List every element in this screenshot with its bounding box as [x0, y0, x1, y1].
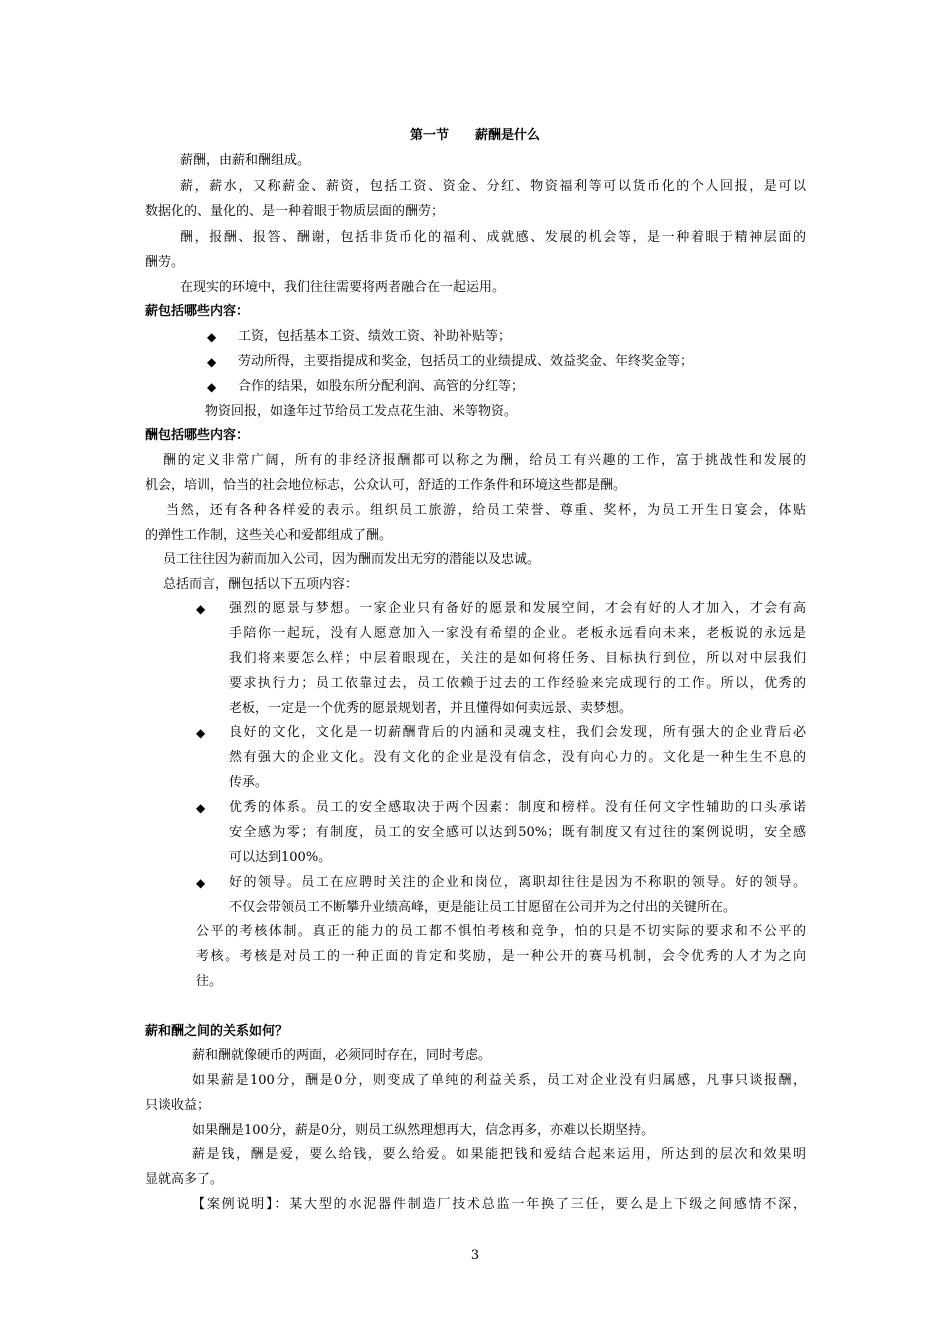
list-item-line: 强烈的愿景与梦想。一家企业只有备好的愿景和发展空间，才会有好的人才加入，才会有高: [229, 601, 806, 616]
list-item: 合作的结果，如股东所分配利润、高管的分红等；: [238, 379, 525, 394]
bullet-diamond-icon: ◆: [196, 726, 206, 740]
section-title: 第一节 薪酬是什么: [409, 128, 540, 143]
list-item: 工资，包括基本工资、绩效工资、补助补贴等；: [238, 329, 512, 344]
list-item-line: 传承。: [229, 775, 269, 790]
paragraph-line: 显就高多了。: [145, 1172, 224, 1187]
bullet-diamond-icon: ◆: [196, 602, 206, 616]
list-item-line: 可以达到100%。: [229, 850, 332, 865]
paragraph-line: 酬，报酬、报答、酬谢，包括非货币化的福利、成就感、发展的机会等，是一种着眼于精神层面的: [180, 230, 806, 245]
paragraph-line: 薪是钱，酬是爱，要么给钱，要么给爱。如果能把钱和爱结合起来运用，所达到的层次和效果明: [192, 1147, 806, 1162]
list-item-extra: 物资回报，如逢年过节给员工发点花生油、米等物资。: [205, 404, 518, 419]
paragraph: 薪酬，由薪和酬组成。: [180, 153, 311, 168]
list-item-line: 然有强大的企业文化。没有文化的企业是没有信念，没有向心力的。文化是一种生生不息的: [229, 750, 806, 765]
paragraph: 如果酬是100分，薪是0分，则员工纵然理想再大，信念再多，亦难以长期坚持。: [192, 1123, 655, 1138]
paragraph-line: 公平的考核体制。真正的能力的员工都不惧怕考核和竞争，怕的只是不切实际的要求和不公平的: [196, 924, 806, 939]
paragraph: 在现实的环境中，我们往往需要将两者融合在一起运用。: [180, 280, 506, 295]
paragraph-line: 如果薪是100分，酬是0分，则变成了单纯的利益关系，员工对企业没有归属感，凡事只谈报酬，: [192, 1073, 806, 1088]
paragraph: 总括而言，酬包括以下五项内容：: [163, 577, 359, 592]
list-item-line: 安全感为零；有制度，员工的安全感可以达到50%；既有制度又有过往的案例说明，安全感: [229, 825, 806, 840]
paragraph-line: 只谈收益；: [145, 1098, 211, 1113]
paragraph-line: 的弹性工作制，这些关心和爱都组成了酬。: [145, 528, 393, 543]
paragraph-line: 酬的定义非常广阔，所有的非经济报酬都可以称之为酬，给员工有兴趣的工作，富于挑战性和发展的: [163, 453, 806, 468]
list-item-line: 不仅会带领员工不断攀升业绩高峰，更是能让员工甘愿留在公司并为之付出的关键所在。: [229, 900, 737, 915]
list-item: 劳动所得，主要指提成和奖金，包括员工的业绩提成、效益奖金、年终奖金等；: [238, 354, 694, 369]
paragraph-line: 考核。考核是对员工的一种正面的肯定和奖励，是一种公开的赛马机制，会令优秀的人才为之向: [196, 949, 806, 964]
list-item-line: 手陪你一起玩，没有人愿意加入一家没有希望的企业。老板永远看向未来，老板说的永远是: [229, 626, 806, 641]
paragraph-line: 薪，薪水，又称薪金、薪资，包括工资、资金、分红、物资福利等可以货币化的个人回报，是可以: [180, 179, 806, 194]
bullet-diamond-icon: ◆: [196, 876, 206, 890]
paragraph-line: 【案例说明】：某大型的水泥器件制造厂技术总监一年换了三任，要么是上下级之间感情不深，: [192, 1197, 806, 1212]
paragraph-line: 数据化的、量化的、是一种着眼于物质层面的酬劳；: [145, 204, 445, 219]
paragraph: 薪和酬就像硬币的两面，必须同时存在，同时考虑。: [192, 1048, 492, 1063]
list-item-line: 要求执行力；员工依靠过去，员工依赖于过去的工作经验来完成现行的工作。所以，优秀的: [229, 676, 806, 691]
list-item-line: 良好的文化，文化是一切薪酬背后的内涵和灵魂支柱，我们会发现，所有强大的企业背后必: [229, 725, 806, 740]
page-number: 3: [470, 1248, 480, 1263]
list-item-line: 好的领导。员工在应聘时关注的企业和岗位，离职却往往是因为不称职的领导。好的领导。: [229, 875, 806, 890]
bullet-diamond-icon: ◆: [207, 330, 217, 344]
section-heading: 薪和酬之间的关系如何？: [145, 1024, 289, 1039]
paragraph: 员工往往因为薪而加入公司，因为酬而发出无穷的潜能以及忠诚。: [163, 552, 541, 567]
bullet-diamond-icon: ◆: [196, 801, 206, 815]
bullet-diamond-icon: ◆: [207, 380, 217, 394]
list-item-line: 优秀的体系。员工的安全感取决于两个因素：制度和榜样。没有任何文字性辅助的口头承诺: [229, 800, 806, 815]
paragraph-line: 酬劳。: [145, 255, 185, 270]
list-item-line: 老板，一定是一个优秀的愿景规划者，并且懂得如何卖远景、卖梦想。: [229, 701, 633, 716]
section-heading: 薪包括哪些内容：: [145, 304, 250, 319]
paragraph-line: 往。: [196, 974, 223, 989]
paragraph-line: 机会，培训，恰当的社会地位标志，公众认可，舒适的工作条件和环境这些都是酬。: [145, 478, 627, 493]
list-item-line: 我们将来要怎么样；中层着眼现在，关注的是如何将任务、目标执行到位，所以对中层我们: [229, 651, 806, 666]
paragraph-line: 当然，还有各种各样爱的表示。组织员工旅游，给员工荣誉、尊重、奖杯，为员工开生日宴会，体贴: [166, 503, 806, 518]
section-heading: 酬包括哪些内容：: [145, 428, 250, 443]
bullet-diamond-icon: ◆: [207, 355, 217, 369]
